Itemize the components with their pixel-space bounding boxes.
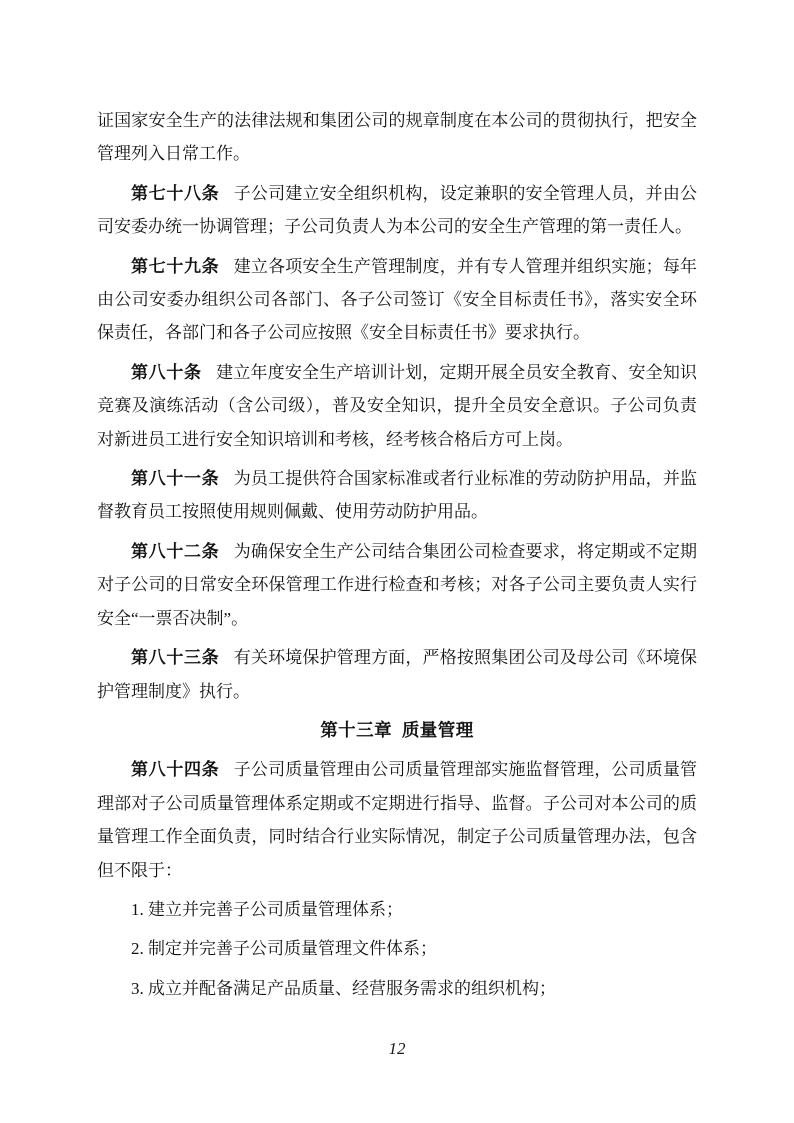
line-text: 护管理制度》执行。 — [97, 681, 250, 701]
line-text: 3. 成立并配备满足产品质量、经营服务需求的组织机构； — [131, 978, 556, 998]
line-text: 对子公司的日常安全环保管理工作进行检查和考核；对各子公司主要负责人实行 — [97, 575, 697, 595]
text-line — [97, 250, 697, 283]
text-line — [97, 893, 697, 926]
line-text: 量管理工作全面负责，同时结合行业实际情况，制定子公司质量管理办法，包含 — [97, 827, 697, 847]
text-line — [97, 283, 697, 316]
line-text: 对新进员工进行安全知识培训和考核，经考核合格后方可上岗。 — [97, 429, 573, 449]
page-number: 12 — [388, 1039, 406, 1058]
text-line — [97, 210, 697, 243]
article-term: 第八十三条 — [131, 648, 220, 668]
chapter-title: 质量管理 — [401, 719, 474, 740]
text-line — [97, 137, 697, 170]
line-text: 有关环境保护管理方面，严格按照集团公司及母公司《环境保 — [233, 648, 698, 668]
article-term: 第八十二条 — [131, 541, 220, 561]
article-paragraph — [97, 177, 697, 244]
line-text: 司安委办统一协调管理；子公司负责人为本公司的安全生产管理的第一责任人。 — [97, 217, 692, 237]
article-paragraph — [97, 535, 697, 635]
text-line — [97, 356, 697, 389]
article-term: 第七十九条 — [131, 256, 220, 276]
continuation-paragraph — [97, 104, 697, 171]
line-text: 安全“一票否决制”。 — [97, 608, 249, 628]
chapter-number: 第十三章 — [320, 719, 393, 740]
line-text: 为确保安全生产公司结合集团公司检查要求，将定期或不定期 — [233, 541, 698, 561]
text-line — [97, 972, 697, 1005]
text-line — [97, 602, 697, 635]
line-text: 2. 制定并完善子公司质量管理文件体系； — [131, 939, 437, 959]
text-line — [97, 177, 697, 210]
list-item — [97, 932, 697, 965]
chapter-heading — [97, 714, 697, 747]
document-body — [97, 104, 697, 1011]
text-line — [97, 462, 697, 495]
text-line — [97, 675, 697, 708]
text-line — [97, 535, 697, 568]
line-text: 竞赛及演练活动（含公司级），普及安全知识，提升全员安全意识。子公司负责 — [97, 396, 697, 416]
line-text: 建立各项安全生产管理制度，并有专人管理并组织实施；每年 — [233, 256, 698, 276]
article-term: 第八十四条 — [131, 760, 220, 780]
line-text: 督教育员工按照使用规则佩戴、使用劳动防护用品。 — [97, 502, 488, 522]
line-text: 为员工提供符合国家标准或者行业标准的劳动防护用品，并监 — [233, 469, 698, 489]
line-text: 子公司质量管理由公司质量管理部实施监督管理，公司质量管 — [233, 760, 698, 780]
line-text: 1. 建立并完善子公司质量管理体系； — [131, 899, 403, 919]
text-line — [97, 932, 697, 965]
line-text: 理部对子公司质量管理体系定期或不定期进行指导、监督。子公司对本公司的质 — [97, 793, 697, 813]
text-line — [97, 820, 697, 853]
article-paragraph — [97, 462, 697, 529]
article-term: 第八十一条 — [131, 469, 220, 489]
line-text: 保责任，各部门和各子公司应按照《安全目标责任书》要求执行。 — [97, 323, 590, 343]
article-paragraph — [97, 753, 697, 887]
line-text: 但不限于： — [97, 860, 182, 880]
line-text: 子公司建立安全组织机构，设定兼职的安全管理人员，并由公 — [233, 183, 698, 203]
article-paragraph — [97, 356, 697, 456]
text-line — [97, 316, 697, 349]
article-term: 第八十条 — [131, 362, 202, 382]
line-text: 证国家安全生产的法律法规和集团公司的规章制度在本公司的贯彻执行，把安全 — [97, 111, 697, 130]
line-text: 管理列入日常工作。 — [97, 144, 250, 164]
text-line — [97, 787, 697, 820]
text-line — [97, 389, 697, 422]
text-line — [97, 104, 697, 137]
line-text: 由公司安委办组织公司各部门、各子公司签订《安全目标责任书》，落实安全环 — [97, 290, 697, 310]
line-text: 建立年度安全生产培训计划，定期开展全员安全教育、安全知识 — [216, 362, 697, 382]
text-line — [97, 641, 697, 674]
list-item — [97, 893, 697, 926]
text-line — [97, 423, 697, 456]
article-paragraph — [97, 641, 697, 708]
text-line — [97, 753, 697, 786]
text-line — [97, 495, 697, 528]
text-line — [97, 568, 697, 601]
text-line — [97, 854, 697, 887]
article-paragraph — [97, 250, 697, 350]
list-item — [97, 972, 697, 1005]
article-term: 第七十八条 — [131, 183, 220, 203]
